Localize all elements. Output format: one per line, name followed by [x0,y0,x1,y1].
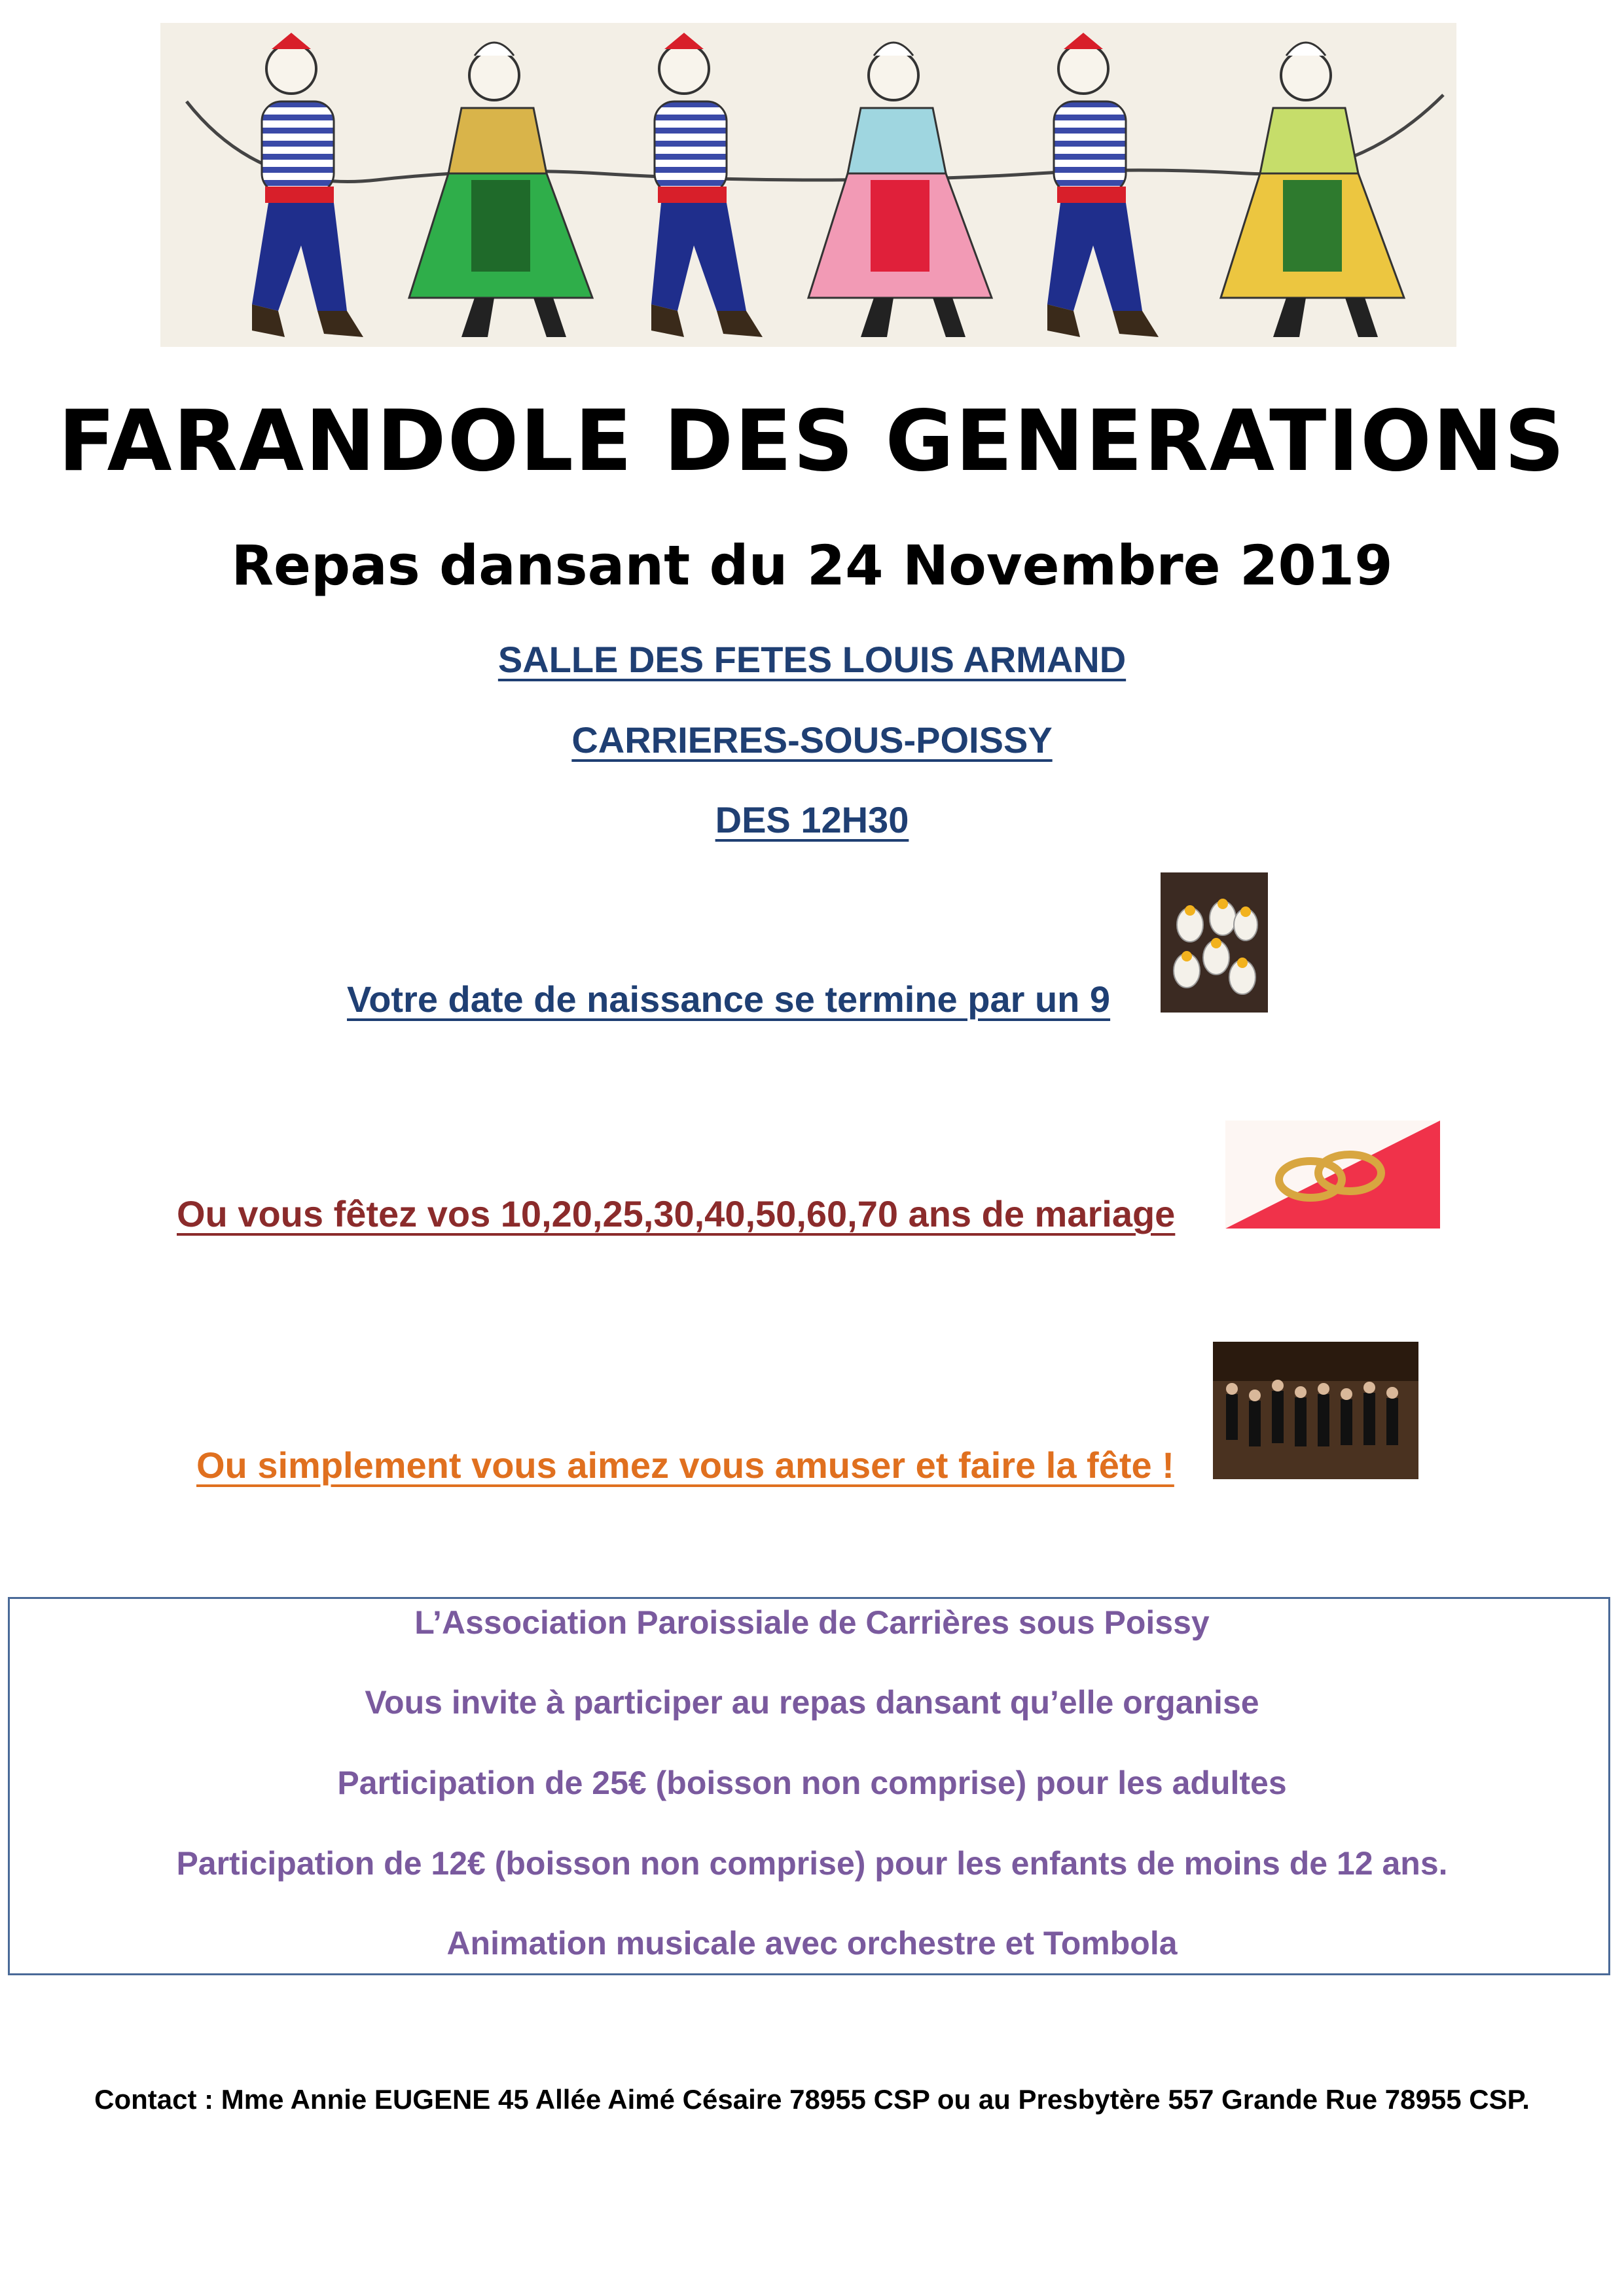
info-invitation: Vous invite à participer au repas dansant qu’elle organise [365,1684,1259,1721]
dancers-banner [160,23,1456,347]
woman-dancer-2 [808,43,992,337]
event-subtitle: Repas dansant du 24 Novembre 2019 [231,533,1393,598]
promo-wedding-anniversary: Ou vous fêtez vos 10,20,25,30,40,50,60,70 ans de mariage [177,1193,1176,1234]
man-dancer-1 [252,33,363,337]
page-title: FARANDOLE DES GENERATIONS [58,393,1566,490]
woman-dancer-1 [409,43,592,337]
wedding-rings-image [1225,1121,1440,1229]
contact-line: Contact : Mme Annie EUGENE 45 Allée Aimé Césaire 78955 CSP ou au Presbytère 557 Grande Rue 78955 CSP. [94,2084,1530,2115]
info-entertainment: Animation musicale avec orchestre et Tombola [446,1925,1178,1962]
venue-hall: SALLE DES FETES LOUIS ARMAND [497,639,1127,680]
man-dancer-3 [1047,33,1159,337]
promo-birthdate: Votre date de naissance se termine par un 9 [347,978,1111,1020]
dancing-crowd-image [1213,1342,1418,1479]
man-dancer-2 [651,33,763,337]
info-adult-price: Participation de 25€ (boisson non comprise) pour les adultes [337,1765,1287,1801]
farandole-dancers-illustration [160,23,1456,347]
promo-have-fun: Ou simplement vous aimez vous amuser et faire la fête ! [196,1444,1174,1486]
woman-dancer-3 [1221,43,1404,337]
venue-town: CARRIERES-SOUS-POISSY [571,719,1053,761]
chicks-in-eggs-image [1161,872,1268,1013]
info-child-price: Participation de 12€ (boisson non comprise) pour les enfants de moins de 12 ans. [176,1845,1448,1882]
info-association: L’Association Paroissiale de Carrières sous Poissy [414,1604,1210,1641]
event-time: DES 12H30 [715,799,909,840]
